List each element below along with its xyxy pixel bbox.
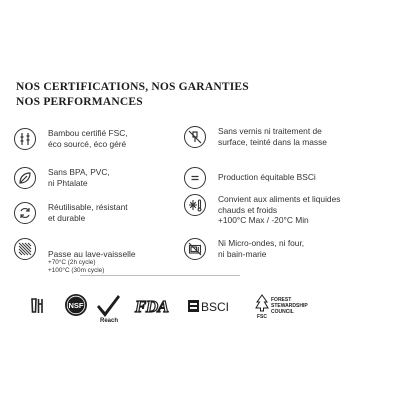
feature-text: Bambou certifié FSC, éco sourcé, éco géré	[48, 128, 128, 149]
reach-label: Reach	[99, 318, 119, 323]
feature-text: Convient aux aliments et liquides chauds et froids +100°C Max / -20°C Min	[218, 194, 341, 226]
feature-text: Sans vernis ni traitement de surface, teinté dans la masse	[218, 126, 327, 147]
feature-dishwasher	[14, 238, 136, 286]
fda-logo	[133, 296, 173, 316]
feature-bamboo	[14, 128, 128, 150]
feature-text: Réutilisable, résistant et durable	[48, 202, 128, 223]
section-title	[16, 80, 249, 110]
divider	[80, 275, 240, 276]
feature-hot-cold	[184, 194, 340, 226]
fsc-logo	[254, 293, 318, 321]
feature-no-bpa	[14, 167, 110, 189]
feature-bsci	[184, 167, 316, 189]
food-contact-logo	[28, 295, 50, 317]
recycle-icon	[14, 202, 36, 224]
reach-logo	[96, 293, 122, 323]
fsc-line-1: FOREST	[271, 297, 292, 303]
snowflake-thermometer-icon	[184, 194, 206, 216]
feature-text: Production équitable BSCi	[218, 172, 316, 182]
feature-reusable	[14, 202, 128, 224]
fda-label: FDA	[135, 297, 169, 316]
feature-no-microwave	[184, 238, 304, 260]
title-line-2: NOS PERFORMANCES	[16, 96, 143, 108]
fsc-mark: FSC	[257, 314, 267, 320]
bsci-label: BSCI	[201, 300, 230, 314]
bsci-logo	[187, 297, 235, 315]
feature-no-paint	[184, 126, 327, 148]
feature-main-text: Passe au lave-vaisselle	[48, 248, 136, 259]
feature-text	[48, 238, 136, 286]
feature-text: Sans BPA, PVC, ni Phtalate	[48, 167, 110, 188]
certification-logos	[0, 293, 400, 333]
no-microwave-icon	[184, 238, 206, 260]
title-line-1: NOS CERTIFICATIONS, NOS GARANTIES	[16, 81, 249, 93]
feature-text: Ni Micro-ondes, ni four, ni bain-marie	[218, 238, 305, 259]
fsc-line-2: STEWARDSHIP	[271, 303, 308, 309]
fsc-line-3: COUNCIL	[271, 309, 294, 315]
leaf-icon	[14, 167, 36, 189]
bamboo-icon	[14, 128, 36, 150]
nsf-logo	[64, 293, 88, 317]
equal-icon	[184, 167, 206, 189]
no-paint-icon	[184, 126, 206, 148]
nsf-label: NSF	[68, 301, 84, 310]
feature-subtext: +70°C (2h cycle) +100°C (30m cycle)	[48, 259, 105, 275]
dishwasher-icon	[14, 238, 36, 260]
